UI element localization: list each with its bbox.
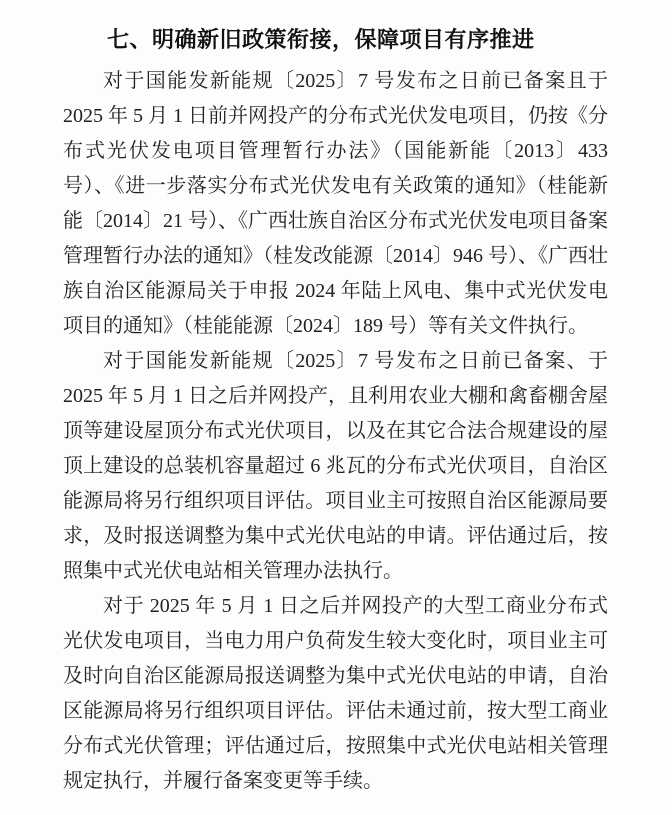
paragraph-old-projects-before-grid-connection: 对于国能发新能规〔2025〕7 号发布之日前已备案且于 2025 年 5 月 1 日前并网投产的分布式光伏发电项目，仍按《分布式光伏发电项目管理暂行办法》（国能新能〔2013〕433 号）、《进一步落实分布式光伏发电有关政策的通知》（桂能新能〔2014〕21 号）、《广西壮族自治区分布式光伏发电项目备案管理暂行办法的通知》（桂发改能源〔2014〕946 号）、《广西壮族自治区能源局关于申报 2024 年陆上风电、集中式光伏发电项目的通知》（桂能能源〔2024〕189 号）等有关文件执行。 xyxy=(63,70,608,337)
paragraph-large-commercial-projects: 对于 2025 年 5 月 1 日之后并网投产的大型工商业分布式光伏发电项目，当电力用户负荷发生较大变化时，项目业主可及时向自治区能源局报送调整为集中式光伏电站的申请，自治区能源局将另行组织项目评估。评估未通过前，按大型工商业分布式光伏管理；评估通过后，按照集中式光伏电站相关管理规定执行，并履行备案变更等手续。 xyxy=(63,595,608,792)
paragraph-rooftop-projects-over-6mw: 对于国能发新能规〔2025〕7 号发布之日前已备案、于 2025 年 5 月 1 日之后并网投产，且利用农业大棚和禽畜棚舍屋顶等建设屋顶分布式光伏项目，以及在其它合法合规建设的屋顶上建设的总装机容量超过 6 兆瓦的分布式光伏项目，自治区能源局将另行组织项目评估。项目业主可按照自治区能源局要求，及时报送调整为集中式光伏电站的申请。评估通过后，按照集中式光伏电站相关管理办法执行。 xyxy=(63,350,608,582)
section-heading: 七、明确新旧政策衔接，保障项目有序推进 xyxy=(107,27,535,52)
